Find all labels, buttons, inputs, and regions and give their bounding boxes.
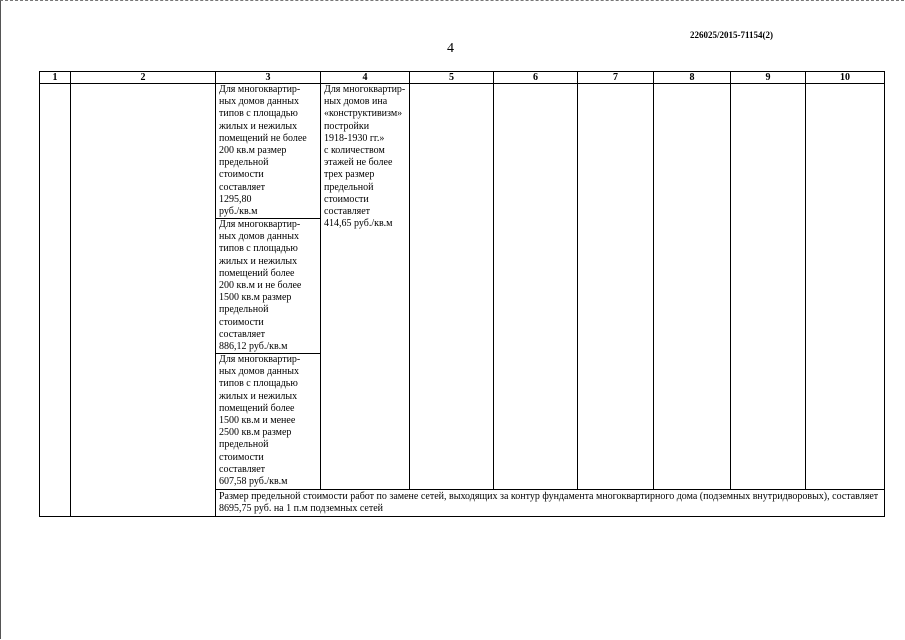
column-header: 9 [731,72,806,84]
empty-cell [578,84,654,490]
table-row [40,84,885,490]
constructivism-price-cell: Для многоквартир- ных домов ина «конструктивизм» постройки 1918-1930 гг.» с количеством этажей не более трех размер предельной стоимости составляет 414,65 руб./кв.м [321,84,410,490]
price-block-200-1500: Для многоквартир- ных домов данных типов с площадью жилых и нежилых помещений более 200 кв.м и не более 1500 кв.м размер предельной стоимости составляет 886,12 руб./кв.м [216,218,320,353]
col3-cell [216,84,321,490]
empty-cell [40,84,71,517]
empty-cell [806,84,885,490]
empty-cell [731,84,806,490]
document-id: 226025/2015-71154(2) [690,30,773,40]
column-header: 8 [654,72,731,84]
column-header: 2 [71,72,216,84]
column-header: 5 [410,72,494,84]
column-header: 6 [494,72,578,84]
column-header: 3 [216,72,321,84]
tariff-table [39,71,885,517]
empty-cell [410,84,494,490]
header-row [40,72,885,84]
networks-replacement-note: Размер предельной стоимости работ по замене сетей, выходящих за контур фундамента многоквартирного дома (подземных внутридворовых), составляет 8695,75 руб. на 1 п.м подземных сетей [216,490,885,517]
empty-cell [494,84,578,490]
column-header: 7 [578,72,654,84]
column-header: 10 [806,72,885,84]
price-block-up-to-200: Для многоквартир- ных домов данных типов с площадью жилых и нежилых помещений не более 200 кв.м размер предельной стоимости составляет 1295,80 руб./кв.м [219,84,307,218]
page-number: 4 [447,41,454,56]
empty-cell [71,84,216,517]
price-block-1500-2500: Для многоквартир- ных домов данных типов с площадью жилых и нежилых помещений более 1500 кв.м и менее 2500 кв.м размер предельной стоимости составляет 607,58 руб./кв.м [216,353,320,488]
empty-cell [654,84,731,490]
column-header: 4 [321,72,410,84]
column-header: 1 [40,72,71,84]
